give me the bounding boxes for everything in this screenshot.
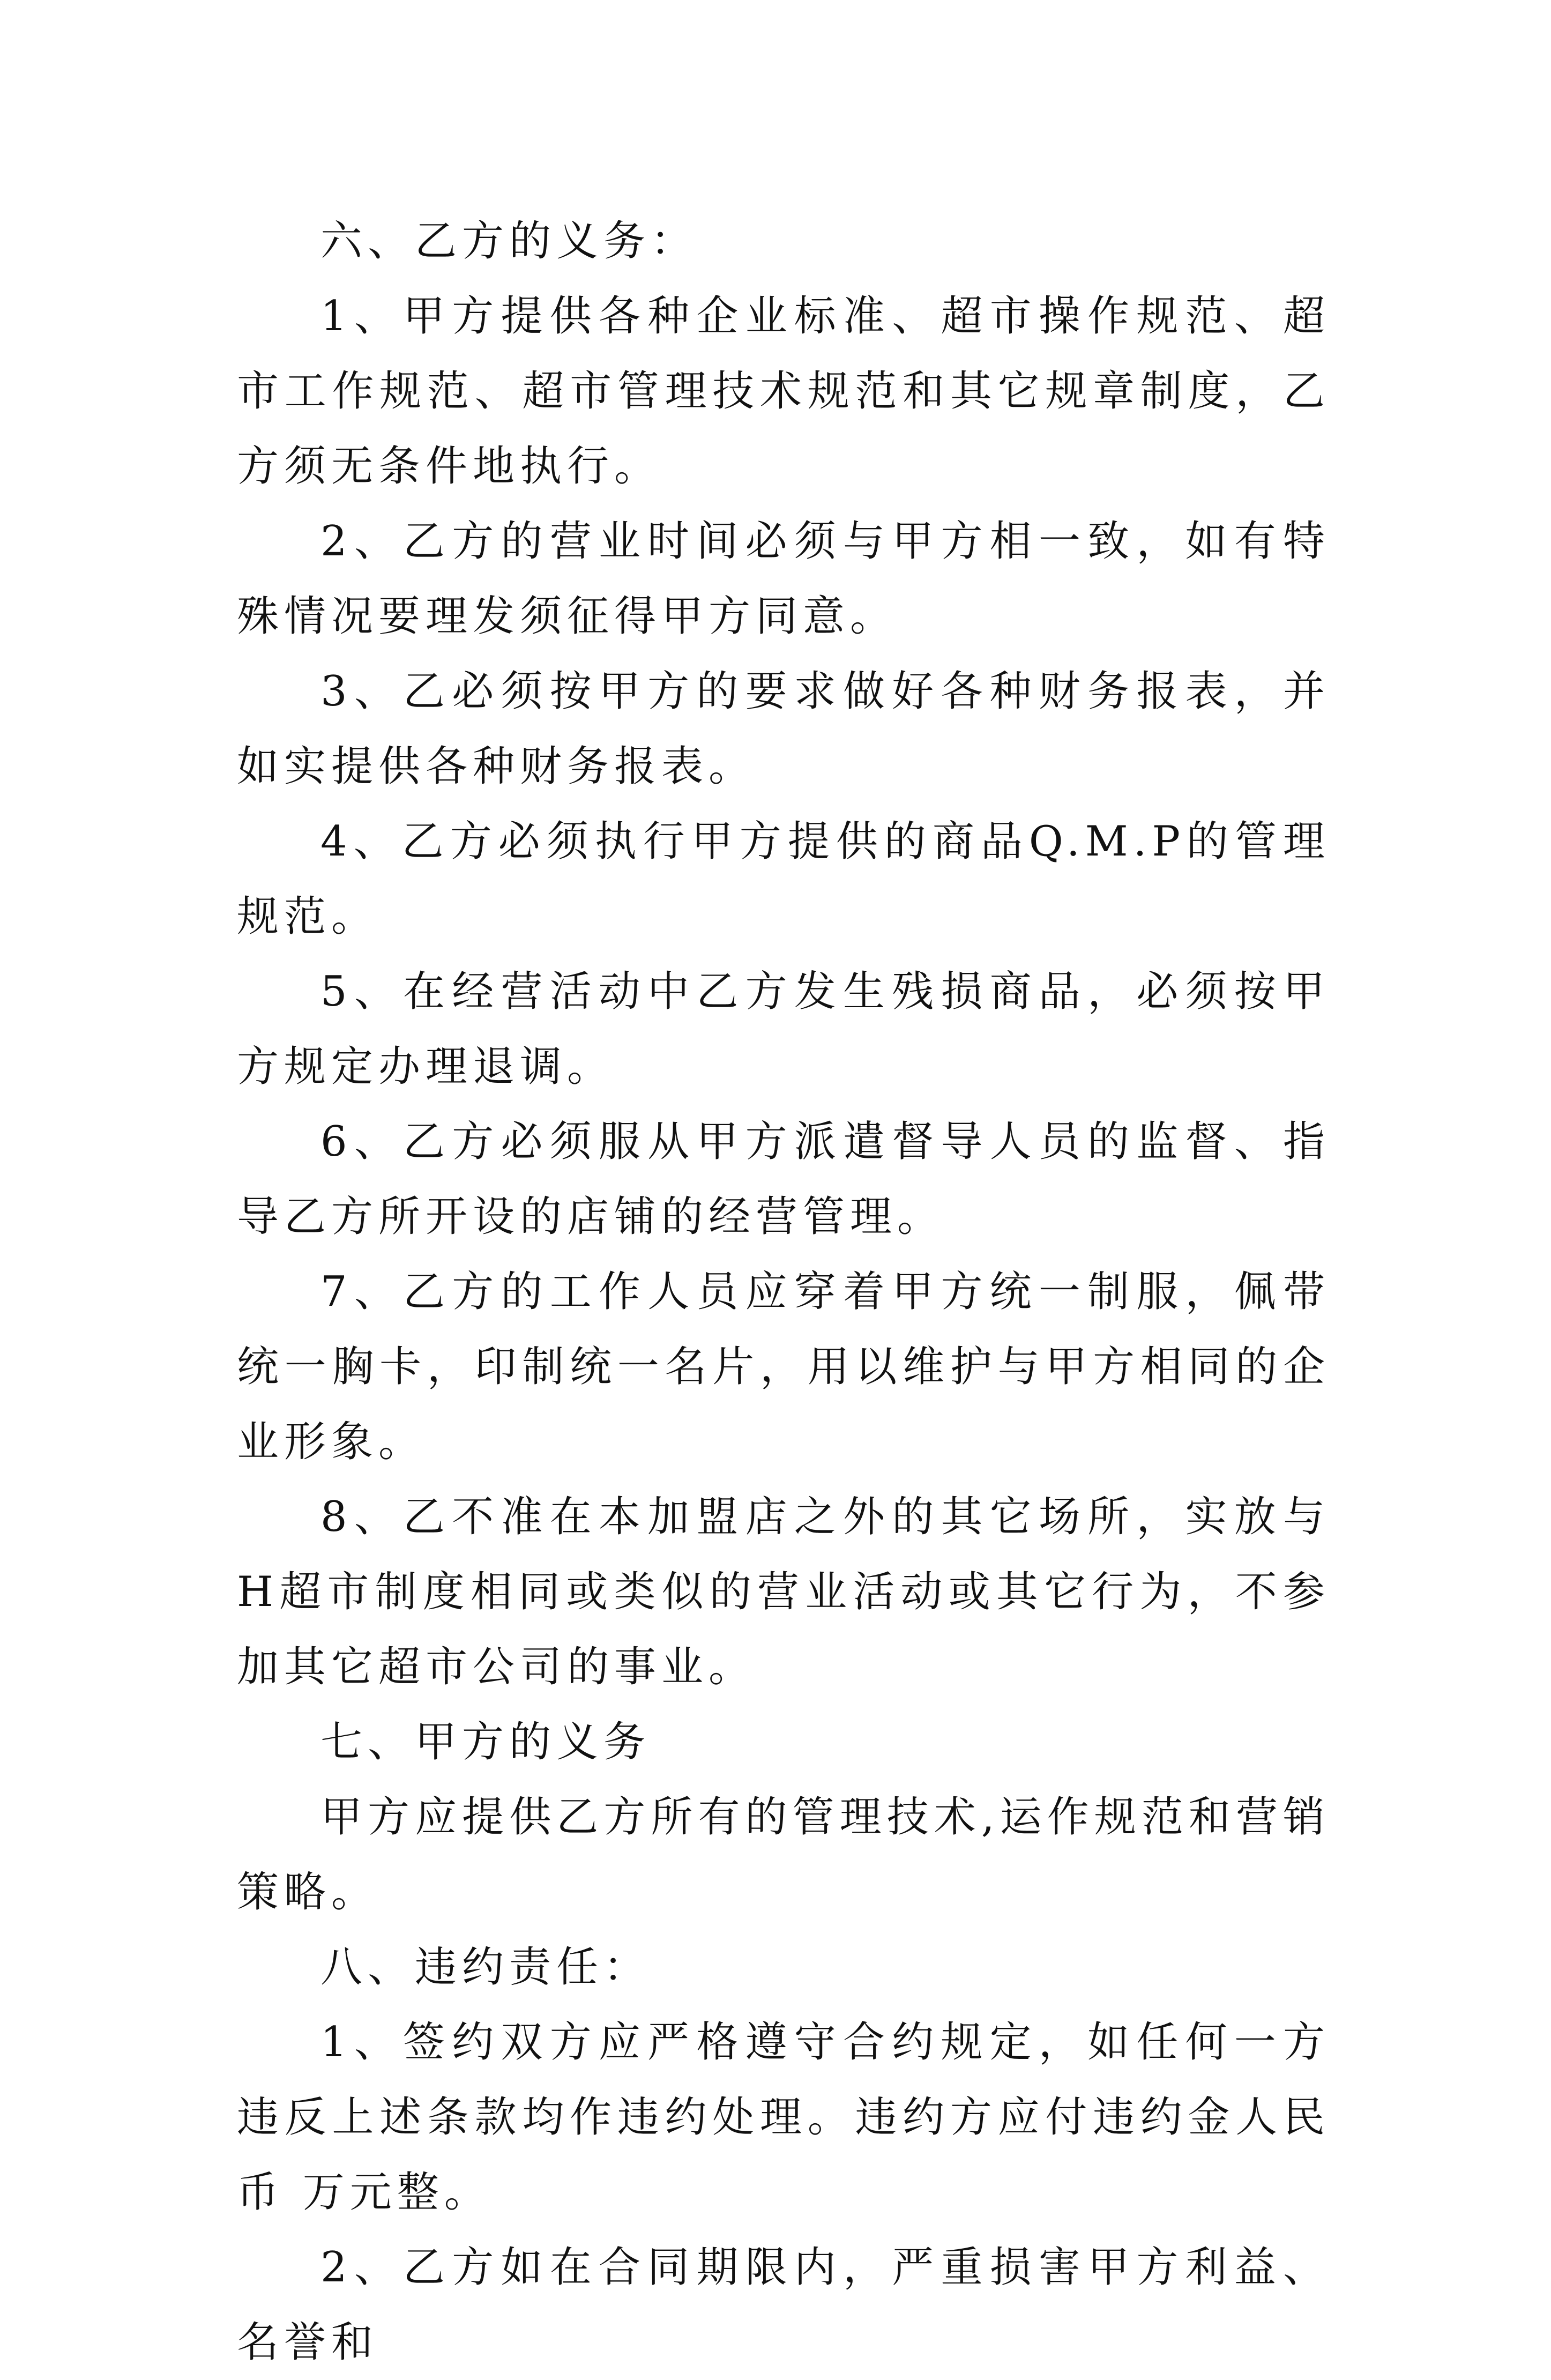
- clause-paragraph: 3、乙必须按甲方的要求做好各种财务报表，并如实提供各种财务报表。: [237, 667, 1330, 791]
- clause-paragraph: 4、乙方必须执行甲方提供的商品Q.M.P的管理规范。: [237, 817, 1330, 941]
- clause-paragraph: 8、乙不准在本加盟店之外的其它场所，实放与H超市制度相同或类似的营业活动或其它行为，不参加其它超市公司的事业。: [237, 1493, 1330, 1691]
- clause-paragraph: 6、乙方必须服从甲方派遣督导人员的监督、指导乙方所开设的店铺的经营管理。: [237, 1118, 1330, 1241]
- clause-paragraph: 甲方应提供乙方所有的管理技术,运作规范和营销策略。: [237, 1793, 1330, 1916]
- clause-paragraph: 1、签约双方应严格遵守合约规定，如任何一方违反上述条款均作违约处理。违约方应付违约金人民币 万元整。: [237, 2018, 1330, 2217]
- clause-paragraph: 5、在经营活动中乙方发生残损商品，必须按甲方规定办理退调。: [237, 968, 1330, 1091]
- section-heading-liability: 八、违约责任：: [320, 1943, 651, 1991]
- clause-paragraph: 1、甲方提供各种企业标准、超市操作规范、超市工作规范、超市管理技术规范和其它规章制度，乙方须无条件地执行。: [237, 292, 1330, 490]
- clause-paragraph: 7、乙方的工作人员应穿着甲方统一制服，佩带统一胸卡，印制统一名片，用以维护与甲方相同的企业形象。: [237, 1268, 1330, 1466]
- clause-paragraph: 2、乙方的营业时间必须与甲方相一致，如有特殊情况要理发须征得甲方同意。: [237, 517, 1330, 641]
- clause-paragraph: 2、乙方如在合同期限内，严重损害甲方利益、名誉和: [237, 2243, 1330, 2367]
- document-body: [237, 204, 1330, 2380]
- section-heading-yi-obligations: 六、乙方的义务：: [320, 217, 698, 265]
- section-heading-jia-obligations: 七、甲方的义务: [320, 1718, 651, 1766]
